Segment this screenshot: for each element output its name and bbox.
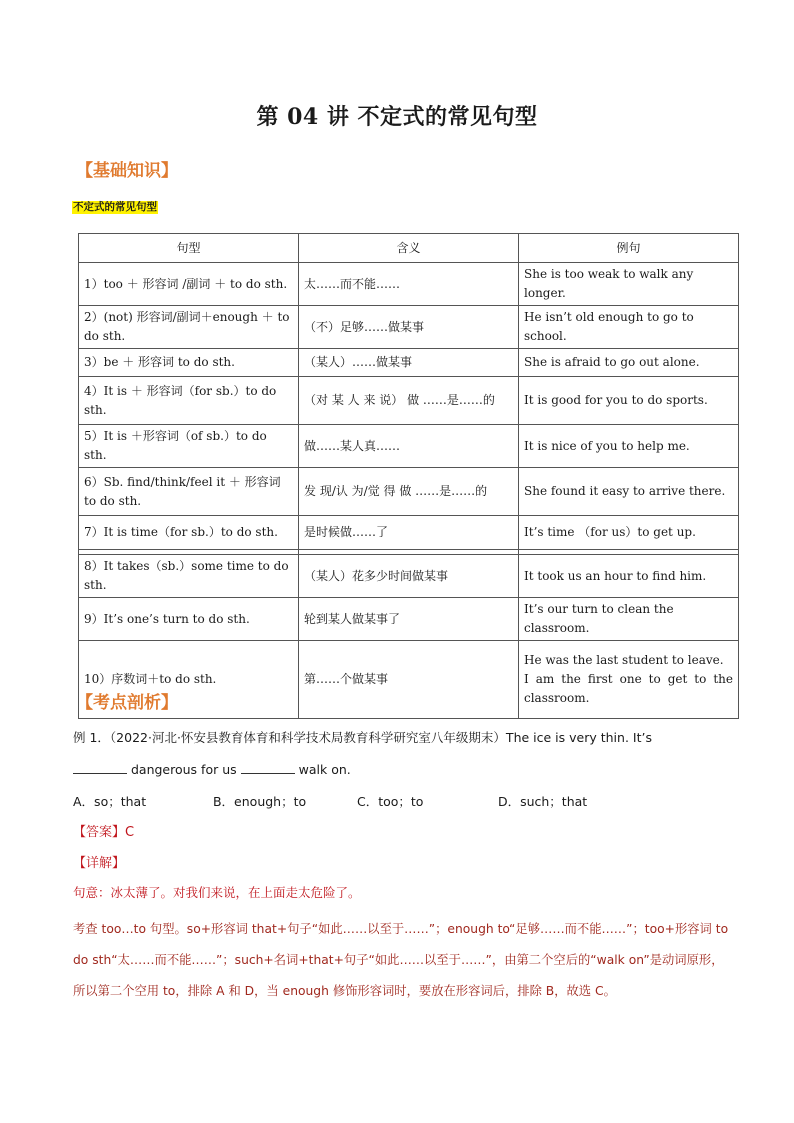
option-d: D．such；that: [497, 794, 588, 809]
answer-options: [73, 792, 587, 810]
pattern-cell: 9）It’s one’s turn to do sth.: [79, 598, 299, 641]
meaning-cell: 发 现/认 为/觉 得 做 ……是……的: [299, 468, 519, 516]
header-meaning: 含义: [299, 234, 519, 263]
header-example: 例句: [519, 234, 739, 263]
example-cell: It’s our turn to clean the classroom.: [519, 598, 739, 641]
example-cell: She found it easy to arrive there.: [519, 468, 739, 516]
pattern-cell: 6）Sb. find/think/feel it ＋ 形容词 to do sth.: [79, 468, 299, 516]
pattern-table: [78, 233, 739, 719]
meaning-cell: 第……个做某事: [299, 641, 519, 719]
pattern-cell: 5）It is ＋形容词（of sb.）to do sth.: [79, 425, 299, 468]
table-row: [79, 263, 739, 306]
table-row: [79, 468, 739, 516]
example-cell: He was the last student to leave. I am the first one to get to the classroom.: [519, 641, 739, 719]
example-question-line2: [73, 760, 733, 780]
example-cell: It is nice of you to help me.: [519, 425, 739, 468]
meaning-cell: （某人）……做某事: [299, 349, 519, 377]
example-cell: She is afraid to go out alone.: [519, 349, 739, 377]
option-a: A．so；that: [73, 794, 147, 809]
meaning-cell: （某人）花多少时间做某事: [299, 555, 519, 598]
example-cell: He isn’t old enough to go to school.: [519, 306, 739, 349]
meaning-cell: 太……而不能……: [299, 263, 519, 306]
question-fragment: dangerous for us: [130, 762, 237, 777]
meaning-cell: （不）足够……做某事: [299, 306, 519, 349]
option-c: C．too；to: [356, 794, 424, 809]
pattern-cell: 3）be ＋ 形容词 to do sth.: [79, 349, 299, 377]
pattern-cell: 4）It is ＋ 形容词（for sb.）to do sth.: [79, 377, 299, 425]
meaning-cell: 是时候做……了: [299, 516, 519, 550]
table-row: [79, 377, 739, 425]
answer-blank: [241, 761, 295, 774]
meaning-cell: （对 某 人 来 说） 做 ……是……的: [299, 377, 519, 425]
example-cell: It’s time （for us）to get up.: [519, 516, 739, 550]
page-title: 第 04 讲 不定式的常见句型: [256, 104, 538, 130]
pattern-cell: 10）序数词＋to do sth.: [79, 641, 299, 719]
table-row: [79, 516, 739, 550]
pattern-cell: 7）It is time（for sb.）to do sth.: [79, 516, 299, 550]
answer-blank: [73, 761, 127, 774]
example-cell: She is too weak to walk any longer.: [519, 263, 739, 306]
explanation-text: 考查 too…to 句型。so+形容词 that+句子“如此……以至于……”；enough to“足够……而不能……”；too+形容词 to do sth“太……而不能……”；such+名词+that+句子“如此……以至于……”，由第二个空后的“walk on”是动词原形，所以第二个空用 to，排除 A 和 D，当 enough 修饰形容词时，要放在形容词后，排除 B，故选 C。: [73, 922, 729, 998]
table-header-row: [79, 234, 739, 263]
section-basics: 【基础知识】: [76, 161, 178, 181]
meaning-cell: 轮到某人做某事了: [299, 598, 519, 641]
question-fragment: walk on.: [298, 762, 351, 777]
subhead-highlight: 不定式的常见句型: [73, 201, 157, 213]
table-row: [79, 555, 739, 598]
table-row: [79, 306, 739, 349]
meaning-cell: 做……某人真……: [299, 425, 519, 468]
answer-label: 【答案】C: [73, 825, 135, 840]
table-row: [79, 349, 739, 377]
pattern-cell: 1）too ＋ 形容词 /副词 ＋ to do sth.: [79, 263, 299, 306]
header-pattern: 句型: [79, 234, 299, 263]
table-row: [79, 425, 739, 468]
pattern-cell: 8）It takes（sb.）some time to do sth.: [79, 555, 299, 598]
option-b: B．enough；to: [212, 794, 307, 809]
detail-label: 【详解】: [73, 856, 126, 871]
pattern-cell: 2）(not) 形容词/副词＋enough ＋ to do sth.: [79, 306, 299, 349]
table-row: [79, 598, 739, 641]
sentence-meaning: 句意：冰太薄了。对我们来说，在上面走太危险了。: [73, 885, 361, 900]
example-cell: It took us an hour to find him.: [519, 555, 739, 598]
example-cell: It is good for you to do sports.: [519, 377, 739, 425]
section-analysis: 【考点剖析】: [76, 693, 178, 713]
example-question-line1: 例 1．（2022·河北·怀安县教育体育和科学技术局教育科学研究室八年级期末）The ice is very thin. It’s: [73, 730, 652, 745]
